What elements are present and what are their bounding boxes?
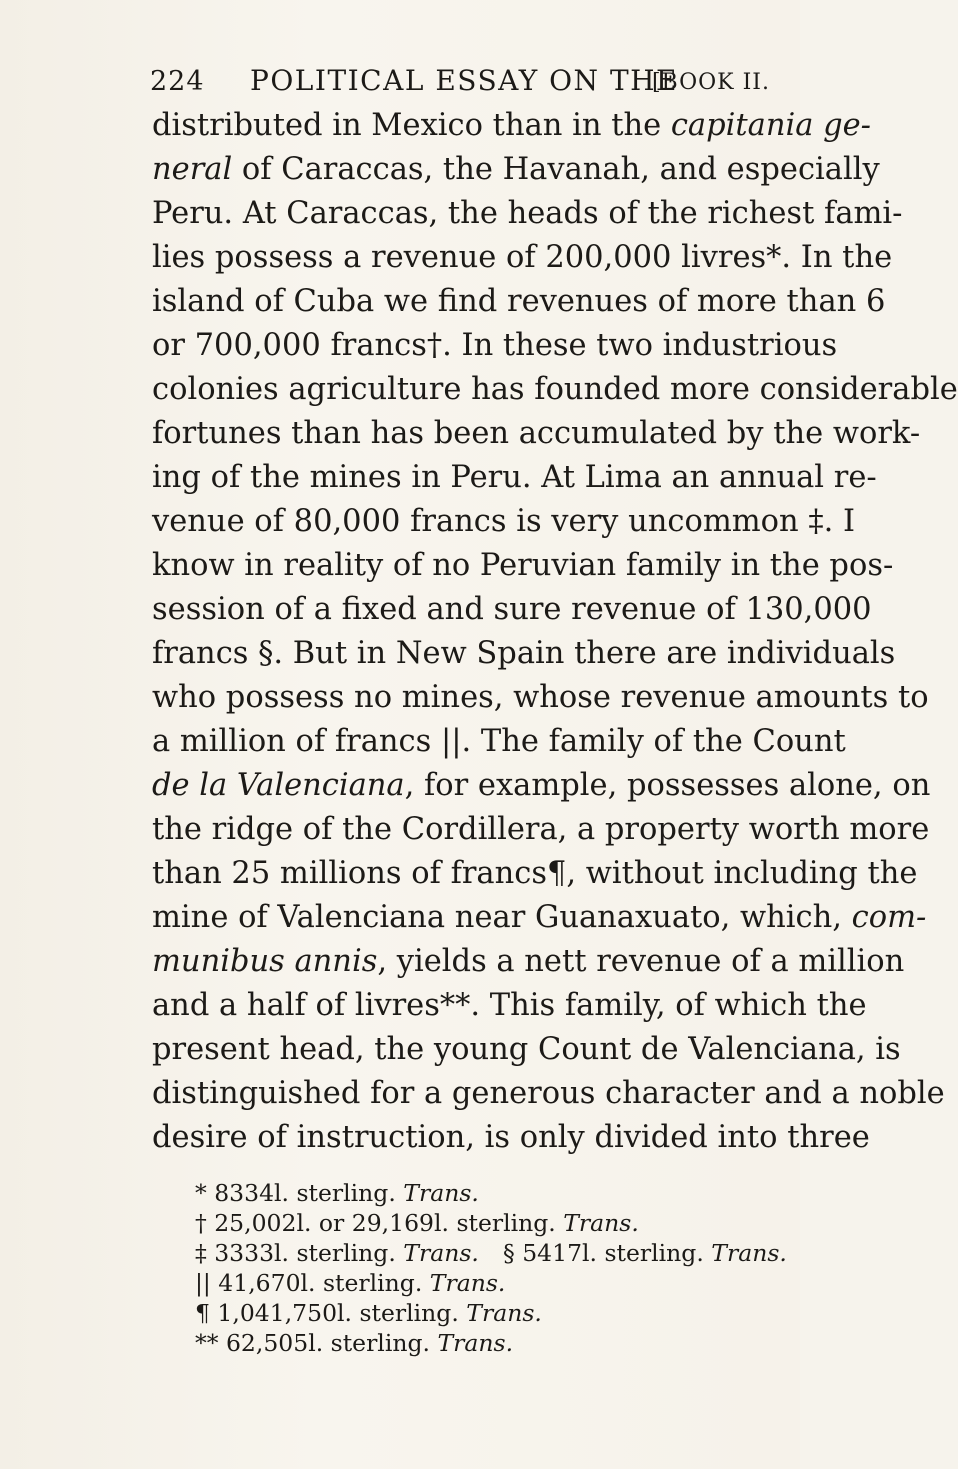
page-header <box>150 62 770 98</box>
text-line: lies possess a revenue of 200,000 livres*. In the <box>152 240 893 275</box>
text-line: ing of the mines in Peru. At Lima an annual re- <box>152 460 877 495</box>
footnote: ** 62,505l. sterling. Trans. <box>195 1329 514 1357</box>
text-line: distributed in Mexico than in the capitania ge- <box>152 108 871 143</box>
text-line: venue of 80,000 francs is very uncommon ‡. I <box>152 504 856 539</box>
text-line: neral of Caraccas, the Havanah, and especially <box>152 152 880 187</box>
footnote: ‡ 3333l. sterling. Trans. § 5417l. sterling. Trans. <box>195 1239 787 1267</box>
text-line: a million of francs ||. The family of the Count <box>152 724 846 759</box>
text-line: the ridge of the Cordillera, a property worth more <box>152 812 930 847</box>
footnotes <box>195 1178 787 1358</box>
text-line: present head, the young Count de Valenciana, is <box>152 1032 901 1067</box>
text-line: know in reality of no Peruvian family in the pos- <box>152 548 894 583</box>
footnote: † 25,002l. or 29,169l. sterling. Trans. <box>195 1209 639 1237</box>
footnote: * 8334l. sterling. Trans. <box>195 1179 479 1207</box>
text-line: session of a fixed and sure revenue of 130,000 <box>152 592 872 627</box>
footnote: ¶ 1,041,750l. sterling. Trans. <box>195 1299 542 1327</box>
running-title: POLITICAL ESSAY ON THE <box>250 64 678 97</box>
body-text <box>152 104 958 1160</box>
text-line: island of Cuba we find revenues of more than 6 <box>152 284 886 319</box>
text-line: who possess no mines, whose revenue amounts to <box>152 680 929 715</box>
text-line: distinguished for a generous character and a noble <box>152 1076 945 1111</box>
text-line: mine of Valenciana near Guanaxuato, which, com- <box>152 900 927 935</box>
text-line: desire of instruction, is only divided into three <box>152 1120 870 1155</box>
book-reference: [BOOK II. <box>651 70 770 95</box>
text-line: or 700,000 francs†. In these two industrious <box>152 328 838 363</box>
text-line: fortunes than has been accumulated by the work- <box>152 416 921 451</box>
text-line: colonies agriculture has founded more considerable <box>152 372 958 407</box>
text-line: de la Valenciana, for example, possesses alone, on <box>152 768 931 803</box>
text-line: than 25 millions of francs¶, without including the <box>152 856 918 891</box>
footnote-right: § 5417l. sterling. Trans. <box>503 1239 787 1267</box>
page-number: 224 <box>150 66 205 97</box>
text-line: and a half of livres**. This family, of which the <box>152 988 867 1023</box>
text-line: munibus annis, yields a nett revenue of a million <box>152 944 905 979</box>
footnote: || 41,670l. sterling. Trans. <box>195 1269 506 1297</box>
text-line: Peru. At Caraccas, the heads of the richest fami- <box>152 196 903 231</box>
text-line: francs §. But in New Spain there are individuals <box>152 636 896 671</box>
